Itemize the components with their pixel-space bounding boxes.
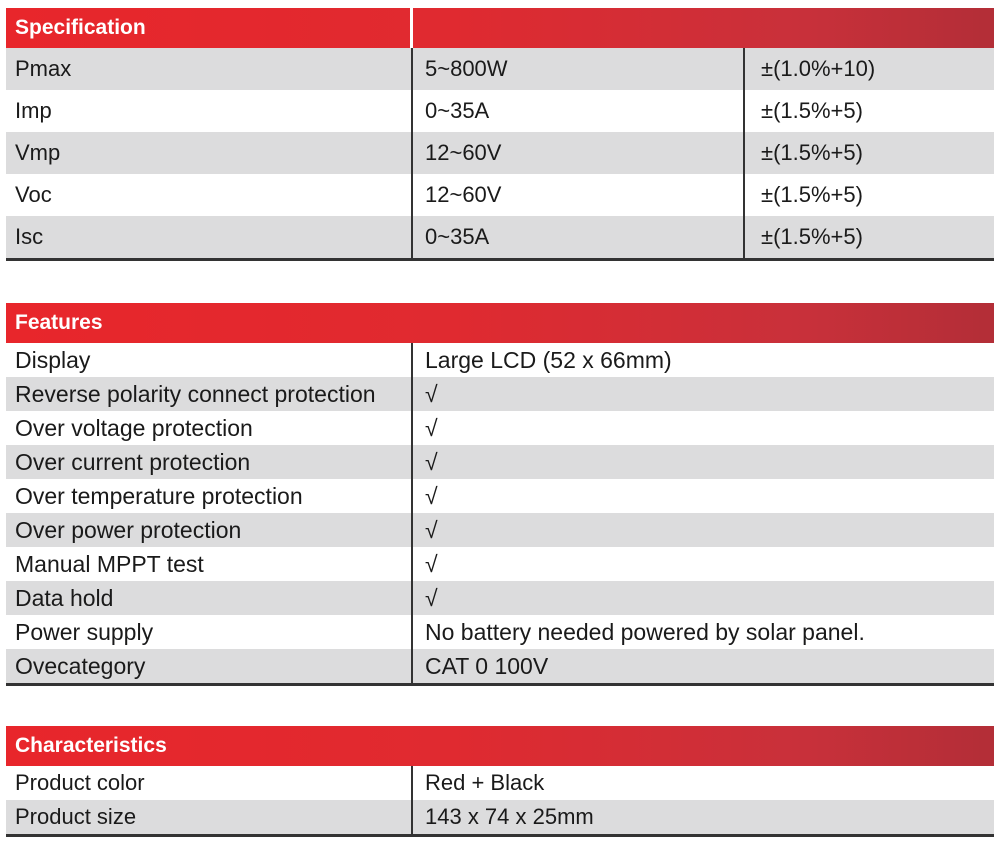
feature-name: Over power protection <box>15 516 242 543</box>
spec-param: Pmax <box>15 56 72 81</box>
table-row <box>6 377 994 411</box>
features-table <box>6 303 994 686</box>
feature-value: √ <box>411 377 994 411</box>
table-row <box>6 343 994 377</box>
table-row <box>6 766 994 800</box>
table-row <box>6 411 994 445</box>
feature-value: CAT 0 100V <box>411 649 994 683</box>
spec-param: Voc <box>15 182 52 207</box>
table-row <box>6 445 994 479</box>
specification-header <box>6 8 994 48</box>
feature-name: Data hold <box>15 584 114 611</box>
feature-name: Display <box>15 346 91 373</box>
spec-param: Imp <box>15 98 52 123</box>
table-row <box>6 800 994 834</box>
table-row <box>6 216 994 258</box>
spec-accuracy: ±(1.5%+5) <box>743 216 994 258</box>
spec-param: Vmp <box>15 140 61 165</box>
characteristics-title: Characteristics <box>15 734 167 757</box>
specification-table <box>6 8 994 261</box>
characteristic-value: 143 x 74 x 25mm <box>411 800 994 834</box>
feature-name: Over voltage protection <box>15 414 253 441</box>
spec-range: 0~35A <box>411 216 743 258</box>
feature-value: √ <box>411 479 994 513</box>
table-row <box>6 581 994 615</box>
characteristics-table <box>6 726 994 837</box>
characteristic-value: Red + Black <box>411 766 994 800</box>
feature-value: Large LCD (52 x 66mm) <box>411 343 994 377</box>
feature-name: Power supply <box>15 618 154 645</box>
feature-name: Ovecategory <box>15 652 146 679</box>
spec-accuracy: ±(1.0%+10) <box>743 48 994 90</box>
feature-name: Over current protection <box>15 448 251 475</box>
table-row <box>6 513 994 547</box>
table-row <box>6 48 994 90</box>
spec-param: Isc <box>15 224 44 249</box>
table-row <box>6 479 994 513</box>
specification-title: Specification <box>15 16 146 39</box>
table-row <box>6 90 994 132</box>
table-row <box>6 649 994 683</box>
feature-value: √ <box>411 581 994 615</box>
feature-value: No battery needed powered by solar panel. <box>411 615 994 649</box>
features-header <box>6 303 994 343</box>
spec-range: 12~60V <box>411 174 743 216</box>
characteristics-header <box>6 726 994 766</box>
table-row <box>6 174 994 216</box>
feature-value: √ <box>411 445 994 479</box>
feature-value: √ <box>411 411 994 445</box>
header-divider <box>410 8 413 48</box>
spec-range: 0~35A <box>411 90 743 132</box>
table-bottom-rule <box>6 834 994 837</box>
spec-accuracy: ±(1.5%+5) <box>743 90 994 132</box>
feature-name: Reverse polarity connect protection <box>15 380 376 407</box>
feature-value: √ <box>411 513 994 547</box>
table-bottom-rule <box>6 683 994 686</box>
features-title: Features <box>15 311 103 334</box>
feature-value: √ <box>411 547 994 581</box>
characteristic-name: Product size <box>15 804 137 829</box>
spec-accuracy: ±(1.5%+5) <box>743 174 994 216</box>
spec-accuracy: ±(1.5%+5) <box>743 132 994 174</box>
feature-name: Manual MPPT test <box>15 550 204 577</box>
table-row <box>6 132 994 174</box>
spec-range: 12~60V <box>411 132 743 174</box>
characteristic-name: Product color <box>15 770 145 795</box>
feature-name: Over temperature protection <box>15 482 303 509</box>
table-row <box>6 547 994 581</box>
table-bottom-rule <box>6 258 994 261</box>
spec-range: 5~800W <box>411 48 743 90</box>
table-row <box>6 615 994 649</box>
